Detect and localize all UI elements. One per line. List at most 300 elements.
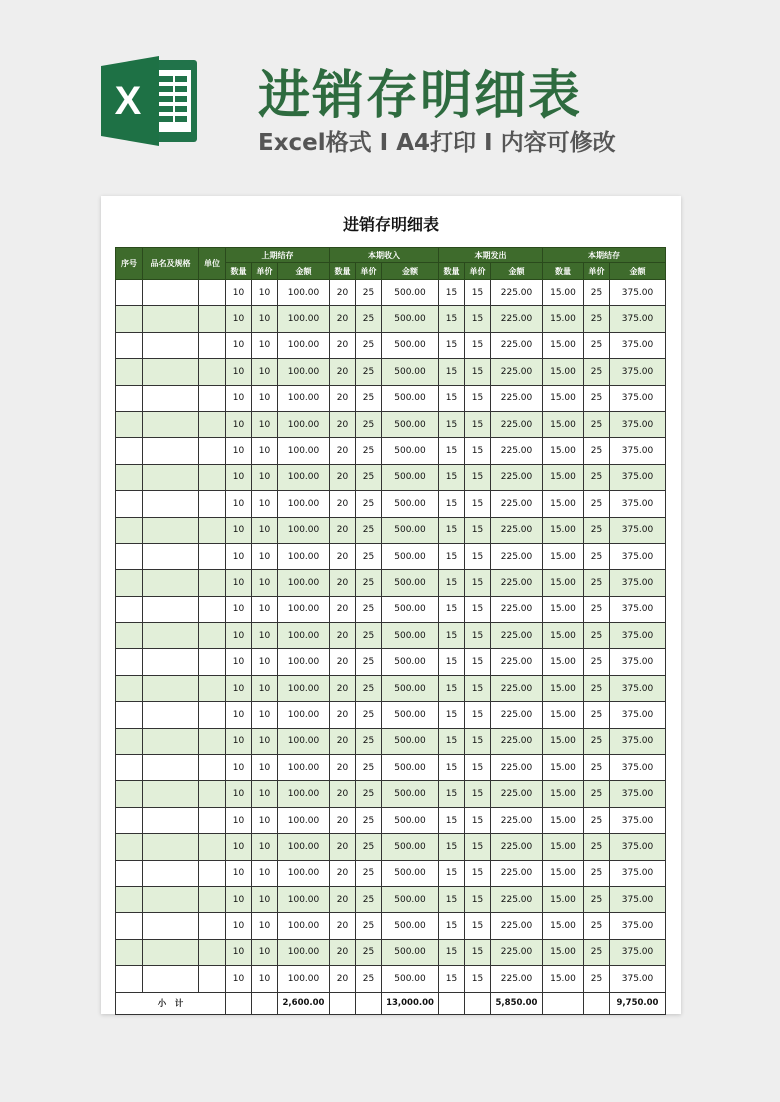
prev-balance-qty-cell[interactable]: 10 — [226, 807, 252, 833]
unit-cell[interactable] — [199, 306, 226, 332]
name-cell[interactable] — [143, 570, 199, 596]
seq-cell[interactable] — [116, 596, 143, 622]
current-balance-amount-cell[interactable]: 375.00 — [610, 702, 666, 728]
current-in-qty-cell[interactable]: 20 — [330, 939, 356, 965]
current-out-price-cell[interactable]: 15 — [465, 438, 491, 464]
current-out-qty-cell[interactable]: 15 — [439, 464, 465, 490]
subtotal-cell[interactable] — [356, 992, 382, 1014]
current-out-qty-cell[interactable]: 15 — [439, 807, 465, 833]
current-balance-amount-cell[interactable]: 375.00 — [610, 913, 666, 939]
prev-balance-price-cell[interactable]: 10 — [252, 939, 278, 965]
prev-balance-amount-cell[interactable]: 100.00 — [278, 596, 330, 622]
current-out-qty-cell[interactable]: 15 — [439, 939, 465, 965]
current-balance-amount-cell[interactable]: 375.00 — [610, 359, 666, 385]
current-out-amount-cell[interactable]: 225.00 — [491, 807, 543, 833]
current-in-qty-cell[interactable]: 20 — [330, 623, 356, 649]
prev-balance-price-cell[interactable]: 10 — [252, 623, 278, 649]
prev-balance-amount-cell[interactable]: 100.00 — [278, 675, 330, 701]
name-cell[interactable] — [143, 306, 199, 332]
current-in-amount-cell[interactable]: 500.00 — [382, 464, 439, 490]
current-in-amount-cell[interactable]: 500.00 — [382, 886, 439, 912]
current-balance-qty-cell[interactable]: 15.00 — [543, 728, 584, 754]
name-cell[interactable] — [143, 543, 199, 569]
unit-cell[interactable] — [199, 385, 226, 411]
current-out-qty-cell[interactable]: 15 — [439, 860, 465, 886]
current-balance-qty-cell[interactable]: 15.00 — [543, 332, 584, 358]
current-in-amount-cell[interactable]: 500.00 — [382, 939, 439, 965]
subtotal-out-amount[interactable]: 5,850.00 — [491, 992, 543, 1014]
name-cell[interactable] — [143, 781, 199, 807]
current-out-amount-cell[interactable]: 225.00 — [491, 385, 543, 411]
prev-balance-qty-cell[interactable]: 10 — [226, 596, 252, 622]
current-balance-qty-cell[interactable]: 15.00 — [543, 913, 584, 939]
current-balance-qty-cell[interactable]: 15.00 — [543, 280, 584, 306]
current-balance-price-cell[interactable]: 25 — [584, 807, 610, 833]
prev-balance-amount-cell[interactable]: 100.00 — [278, 280, 330, 306]
current-in-price-cell[interactable]: 25 — [356, 543, 382, 569]
current-in-amount-cell[interactable]: 500.00 — [382, 438, 439, 464]
current-balance-amount-cell[interactable]: 375.00 — [610, 438, 666, 464]
current-out-price-cell[interactable]: 15 — [465, 913, 491, 939]
seq-cell[interactable] — [116, 913, 143, 939]
prev-balance-qty-cell[interactable]: 10 — [226, 438, 252, 464]
current-out-amount-cell[interactable]: 225.00 — [491, 966, 543, 992]
current-out-amount-cell[interactable]: 225.00 — [491, 649, 543, 675]
current-out-price-cell[interactable]: 15 — [465, 728, 491, 754]
name-cell[interactable] — [143, 886, 199, 912]
prev-balance-amount-cell[interactable]: 100.00 — [278, 966, 330, 992]
unit-cell[interactable] — [199, 411, 226, 437]
prev-balance-price-cell[interactable]: 10 — [252, 886, 278, 912]
prev-balance-qty-cell[interactable]: 10 — [226, 781, 252, 807]
prev-balance-price-cell[interactable]: 10 — [252, 702, 278, 728]
prev-balance-price-cell[interactable]: 10 — [252, 781, 278, 807]
current-balance-amount-cell[interactable]: 375.00 — [610, 570, 666, 596]
prev-balance-price-cell[interactable]: 10 — [252, 675, 278, 701]
seq-cell[interactable] — [116, 623, 143, 649]
seq-cell[interactable] — [116, 570, 143, 596]
unit-cell[interactable] — [199, 966, 226, 992]
current-balance-qty-cell[interactable]: 15.00 — [543, 491, 584, 517]
current-balance-price-cell[interactable]: 25 — [584, 834, 610, 860]
current-out-amount-cell[interactable]: 225.00 — [491, 517, 543, 543]
current-balance-qty-cell[interactable]: 15.00 — [543, 939, 584, 965]
prev-balance-qty-cell[interactable]: 10 — [226, 886, 252, 912]
subtotal-cell[interactable] — [439, 992, 465, 1014]
current-out-price-cell[interactable]: 15 — [465, 306, 491, 332]
prev-balance-qty-cell[interactable]: 10 — [226, 332, 252, 358]
current-balance-price-cell[interactable]: 25 — [584, 280, 610, 306]
current-in-qty-cell[interactable]: 20 — [330, 728, 356, 754]
current-out-amount-cell[interactable]: 225.00 — [491, 332, 543, 358]
prev-balance-qty-cell[interactable]: 10 — [226, 464, 252, 490]
current-in-qty-cell[interactable]: 20 — [330, 913, 356, 939]
current-in-qty-cell[interactable]: 20 — [330, 860, 356, 886]
prev-balance-qty-cell[interactable]: 10 — [226, 755, 252, 781]
current-balance-price-cell[interactable]: 25 — [584, 966, 610, 992]
current-balance-amount-cell[interactable]: 375.00 — [610, 491, 666, 517]
current-balance-amount-cell[interactable]: 375.00 — [610, 860, 666, 886]
current-balance-price-cell[interactable]: 25 — [584, 491, 610, 517]
current-in-amount-cell[interactable]: 500.00 — [382, 702, 439, 728]
current-in-amount-cell[interactable]: 500.00 — [382, 728, 439, 754]
current-balance-amount-cell[interactable]: 375.00 — [610, 280, 666, 306]
prev-balance-amount-cell[interactable]: 100.00 — [278, 411, 330, 437]
unit-cell[interactable] — [199, 491, 226, 517]
current-in-amount-cell[interactable]: 500.00 — [382, 623, 439, 649]
current-in-price-cell[interactable]: 25 — [356, 517, 382, 543]
current-in-price-cell[interactable]: 25 — [356, 280, 382, 306]
name-cell[interactable] — [143, 623, 199, 649]
current-in-amount-cell[interactable]: 500.00 — [382, 411, 439, 437]
current-balance-amount-cell[interactable]: 375.00 — [610, 385, 666, 411]
current-out-qty-cell[interactable]: 15 — [439, 675, 465, 701]
current-in-qty-cell[interactable]: 20 — [330, 280, 356, 306]
prev-balance-qty-cell[interactable]: 10 — [226, 306, 252, 332]
current-out-price-cell[interactable]: 15 — [465, 517, 491, 543]
current-in-amount-cell[interactable]: 500.00 — [382, 675, 439, 701]
unit-cell[interactable] — [199, 438, 226, 464]
name-cell[interactable] — [143, 332, 199, 358]
current-out-amount-cell[interactable]: 225.00 — [491, 860, 543, 886]
current-in-price-cell[interactable]: 25 — [356, 675, 382, 701]
prev-balance-price-cell[interactable]: 10 — [252, 517, 278, 543]
unit-cell[interactable] — [199, 570, 226, 596]
current-in-qty-cell[interactable]: 20 — [330, 570, 356, 596]
seq-cell[interactable] — [116, 359, 143, 385]
prev-balance-amount-cell[interactable]: 100.00 — [278, 649, 330, 675]
unit-cell[interactable] — [199, 939, 226, 965]
current-balance-qty-cell[interactable]: 15.00 — [543, 702, 584, 728]
current-in-amount-cell[interactable]: 500.00 — [382, 332, 439, 358]
name-cell[interactable] — [143, 438, 199, 464]
current-out-price-cell[interactable]: 15 — [465, 649, 491, 675]
prev-balance-amount-cell[interactable]: 100.00 — [278, 913, 330, 939]
current-balance-qty-cell[interactable]: 15.00 — [543, 438, 584, 464]
current-out-amount-cell[interactable]: 225.00 — [491, 306, 543, 332]
current-out-amount-cell[interactable]: 225.00 — [491, 702, 543, 728]
current-out-price-cell[interactable]: 15 — [465, 411, 491, 437]
current-in-price-cell[interactable]: 25 — [356, 623, 382, 649]
current-out-price-cell[interactable]: 15 — [465, 385, 491, 411]
current-balance-qty-cell[interactable]: 15.00 — [543, 649, 584, 675]
prev-balance-amount-cell[interactable]: 100.00 — [278, 702, 330, 728]
current-balance-amount-cell[interactable]: 375.00 — [610, 517, 666, 543]
current-out-qty-cell[interactable]: 15 — [439, 306, 465, 332]
current-out-qty-cell[interactable]: 15 — [439, 755, 465, 781]
unit-cell[interactable] — [199, 623, 226, 649]
name-cell[interactable] — [143, 517, 199, 543]
current-out-amount-cell[interactable]: 225.00 — [491, 438, 543, 464]
seq-cell[interactable] — [116, 675, 143, 701]
current-out-qty-cell[interactable]: 15 — [439, 702, 465, 728]
subtotal-cell[interactable] — [226, 992, 252, 1014]
current-balance-price-cell[interactable]: 25 — [584, 649, 610, 675]
prev-balance-price-cell[interactable]: 10 — [252, 543, 278, 569]
name-cell[interactable] — [143, 860, 199, 886]
prev-balance-price-cell[interactable]: 10 — [252, 359, 278, 385]
current-balance-amount-cell[interactable]: 375.00 — [610, 939, 666, 965]
current-balance-price-cell[interactable]: 25 — [584, 755, 610, 781]
prev-balance-qty-cell[interactable]: 10 — [226, 280, 252, 306]
prev-balance-amount-cell[interactable]: 100.00 — [278, 359, 330, 385]
current-in-amount-cell[interactable]: 500.00 — [382, 570, 439, 596]
prev-balance-qty-cell[interactable]: 10 — [226, 570, 252, 596]
current-in-qty-cell[interactable]: 20 — [330, 306, 356, 332]
current-out-amount-cell[interactable]: 225.00 — [491, 728, 543, 754]
name-cell[interactable] — [143, 359, 199, 385]
current-balance-price-cell[interactable]: 25 — [584, 411, 610, 437]
current-balance-price-cell[interactable]: 25 — [584, 913, 610, 939]
current-balance-amount-cell[interactable]: 375.00 — [610, 728, 666, 754]
prev-balance-price-cell[interactable]: 10 — [252, 834, 278, 860]
current-out-amount-cell[interactable]: 225.00 — [491, 913, 543, 939]
prev-balance-amount-cell[interactable]: 100.00 — [278, 491, 330, 517]
prev-balance-price-cell[interactable]: 10 — [252, 755, 278, 781]
current-balance-amount-cell[interactable]: 375.00 — [610, 675, 666, 701]
current-out-qty-cell[interactable]: 15 — [439, 728, 465, 754]
current-in-amount-cell[interactable]: 500.00 — [382, 860, 439, 886]
seq-cell[interactable] — [116, 385, 143, 411]
unit-cell[interactable] — [199, 755, 226, 781]
current-balance-qty-cell[interactable]: 15.00 — [543, 543, 584, 569]
current-out-qty-cell[interactable]: 15 — [439, 385, 465, 411]
subtotal-prev-amount[interactable]: 2,600.00 — [278, 992, 330, 1014]
current-in-price-cell[interactable]: 25 — [356, 781, 382, 807]
unit-cell[interactable] — [199, 359, 226, 385]
prev-balance-price-cell[interactable]: 10 — [252, 570, 278, 596]
current-out-amount-cell[interactable]: 225.00 — [491, 834, 543, 860]
current-in-qty-cell[interactable]: 20 — [330, 596, 356, 622]
seq-cell[interactable] — [116, 886, 143, 912]
current-in-qty-cell[interactable]: 20 — [330, 464, 356, 490]
current-in-price-cell[interactable]: 25 — [356, 913, 382, 939]
prev-balance-price-cell[interactable]: 10 — [252, 332, 278, 358]
seq-cell[interactable] — [116, 332, 143, 358]
prev-balance-amount-cell[interactable]: 100.00 — [278, 438, 330, 464]
current-out-amount-cell[interactable]: 225.00 — [491, 280, 543, 306]
current-out-amount-cell[interactable]: 225.00 — [491, 886, 543, 912]
current-in-price-cell[interactable]: 25 — [356, 807, 382, 833]
current-balance-price-cell[interactable]: 25 — [584, 886, 610, 912]
seq-cell[interactable] — [116, 755, 143, 781]
current-out-qty-cell[interactable]: 15 — [439, 543, 465, 569]
current-in-qty-cell[interactable]: 20 — [330, 359, 356, 385]
seq-cell[interactable] — [116, 781, 143, 807]
unit-cell[interactable] — [199, 596, 226, 622]
current-balance-qty-cell[interactable]: 15.00 — [543, 966, 584, 992]
current-balance-qty-cell[interactable]: 15.00 — [543, 464, 584, 490]
current-balance-price-cell[interactable]: 25 — [584, 675, 610, 701]
unit-cell[interactable] — [199, 280, 226, 306]
prev-balance-price-cell[interactable]: 10 — [252, 649, 278, 675]
current-out-qty-cell[interactable]: 15 — [439, 596, 465, 622]
current-balance-qty-cell[interactable]: 15.00 — [543, 886, 584, 912]
prev-balance-amount-cell[interactable]: 100.00 — [278, 834, 330, 860]
current-out-qty-cell[interactable]: 15 — [439, 649, 465, 675]
current-in-qty-cell[interactable]: 20 — [330, 886, 356, 912]
current-out-qty-cell[interactable]: 15 — [439, 280, 465, 306]
current-balance-amount-cell[interactable]: 375.00 — [610, 755, 666, 781]
current-balance-amount-cell[interactable]: 375.00 — [610, 411, 666, 437]
current-out-qty-cell[interactable]: 15 — [439, 966, 465, 992]
current-out-price-cell[interactable]: 15 — [465, 464, 491, 490]
seq-cell[interactable] — [116, 411, 143, 437]
seq-cell[interactable] — [116, 438, 143, 464]
unit-cell[interactable] — [199, 464, 226, 490]
current-in-qty-cell[interactable]: 20 — [330, 385, 356, 411]
unit-cell[interactable] — [199, 913, 226, 939]
current-balance-qty-cell[interactable]: 15.00 — [543, 755, 584, 781]
current-balance-price-cell[interactable]: 25 — [584, 596, 610, 622]
seq-cell[interactable] — [116, 464, 143, 490]
prev-balance-price-cell[interactable]: 10 — [252, 491, 278, 517]
current-in-price-cell[interactable]: 25 — [356, 939, 382, 965]
current-in-price-cell[interactable]: 25 — [356, 491, 382, 517]
current-balance-price-cell[interactable]: 25 — [584, 438, 610, 464]
prev-balance-qty-cell[interactable]: 10 — [226, 860, 252, 886]
current-out-price-cell[interactable]: 15 — [465, 491, 491, 517]
prev-balance-price-cell[interactable]: 10 — [252, 728, 278, 754]
current-out-amount-cell[interactable]: 225.00 — [491, 570, 543, 596]
seq-cell[interactable] — [116, 517, 143, 543]
prev-balance-amount-cell[interactable]: 100.00 — [278, 623, 330, 649]
current-in-amount-cell[interactable]: 500.00 — [382, 649, 439, 675]
current-balance-price-cell[interactable]: 25 — [584, 702, 610, 728]
prev-balance-qty-cell[interactable]: 10 — [226, 966, 252, 992]
current-in-price-cell[interactable]: 25 — [356, 755, 382, 781]
current-balance-qty-cell[interactable]: 15.00 — [543, 623, 584, 649]
current-in-qty-cell[interactable]: 20 — [330, 332, 356, 358]
current-out-price-cell[interactable]: 15 — [465, 807, 491, 833]
current-out-qty-cell[interactable]: 15 — [439, 491, 465, 517]
subtotal-cell[interactable] — [330, 992, 356, 1014]
current-in-price-cell[interactable]: 25 — [356, 332, 382, 358]
current-out-qty-cell[interactable]: 15 — [439, 886, 465, 912]
current-balance-qty-cell[interactable]: 15.00 — [543, 385, 584, 411]
name-cell[interactable] — [143, 755, 199, 781]
current-balance-price-cell[interactable]: 25 — [584, 623, 610, 649]
name-cell[interactable] — [143, 807, 199, 833]
prev-balance-amount-cell[interactable]: 100.00 — [278, 517, 330, 543]
current-out-qty-cell[interactable]: 15 — [439, 570, 465, 596]
current-in-amount-cell[interactable]: 500.00 — [382, 781, 439, 807]
current-in-qty-cell[interactable]: 20 — [330, 491, 356, 517]
current-in-amount-cell[interactable]: 500.00 — [382, 543, 439, 569]
unit-cell[interactable] — [199, 728, 226, 754]
current-balance-amount-cell[interactable]: 375.00 — [610, 623, 666, 649]
current-balance-price-cell[interactable]: 25 — [584, 939, 610, 965]
name-cell[interactable] — [143, 702, 199, 728]
current-balance-qty-cell[interactable]: 15.00 — [543, 517, 584, 543]
current-balance-amount-cell[interactable]: 375.00 — [610, 807, 666, 833]
seq-cell[interactable] — [116, 966, 143, 992]
seq-cell[interactable] — [116, 702, 143, 728]
current-in-qty-cell[interactable]: 20 — [330, 702, 356, 728]
name-cell[interactable] — [143, 411, 199, 437]
name-cell[interactable] — [143, 913, 199, 939]
current-out-amount-cell[interactable]: 225.00 — [491, 491, 543, 517]
current-balance-qty-cell[interactable]: 15.00 — [543, 359, 584, 385]
unit-cell[interactable] — [199, 834, 226, 860]
unit-cell[interactable] — [199, 517, 226, 543]
subtotal-cell[interactable] — [252, 992, 278, 1014]
current-in-price-cell[interactable]: 25 — [356, 966, 382, 992]
current-in-amount-cell[interactable]: 500.00 — [382, 807, 439, 833]
prev-balance-amount-cell[interactable]: 100.00 — [278, 755, 330, 781]
subtotal-bal-amount[interactable]: 9,750.00 — [610, 992, 666, 1014]
current-out-price-cell[interactable]: 15 — [465, 702, 491, 728]
current-in-qty-cell[interactable]: 20 — [330, 755, 356, 781]
current-balance-qty-cell[interactable]: 15.00 — [543, 834, 584, 860]
current-balance-amount-cell[interactable]: 375.00 — [610, 834, 666, 860]
current-in-price-cell[interactable]: 25 — [356, 438, 382, 464]
current-balance-price-cell[interactable]: 25 — [584, 332, 610, 358]
current-in-price-cell[interactable]: 25 — [356, 359, 382, 385]
current-out-price-cell[interactable]: 15 — [465, 781, 491, 807]
current-out-amount-cell[interactable]: 225.00 — [491, 939, 543, 965]
current-out-amount-cell[interactable]: 225.00 — [491, 596, 543, 622]
current-out-amount-cell[interactable]: 225.00 — [491, 623, 543, 649]
current-balance-price-cell[interactable]: 25 — [584, 385, 610, 411]
subtotal-label[interactable]: 小 计 — [116, 992, 226, 1014]
current-out-price-cell[interactable]: 15 — [465, 755, 491, 781]
current-balance-qty-cell[interactable]: 15.00 — [543, 781, 584, 807]
prev-balance-amount-cell[interactable]: 100.00 — [278, 728, 330, 754]
current-out-amount-cell[interactable]: 225.00 — [491, 464, 543, 490]
prev-balance-qty-cell[interactable]: 10 — [226, 543, 252, 569]
prev-balance-price-cell[interactable]: 10 — [252, 966, 278, 992]
current-out-qty-cell[interactable]: 15 — [439, 438, 465, 464]
current-balance-qty-cell[interactable]: 15.00 — [543, 411, 584, 437]
current-out-price-cell[interactable]: 15 — [465, 966, 491, 992]
current-balance-amount-cell[interactable]: 375.00 — [610, 596, 666, 622]
current-balance-amount-cell[interactable]: 375.00 — [610, 543, 666, 569]
prev-balance-qty-cell[interactable]: 10 — [226, 728, 252, 754]
current-in-price-cell[interactable]: 25 — [356, 860, 382, 886]
current-balance-price-cell[interactable]: 25 — [584, 860, 610, 886]
current-balance-qty-cell[interactable]: 15.00 — [543, 596, 584, 622]
name-cell[interactable] — [143, 464, 199, 490]
current-balance-price-cell[interactable]: 25 — [584, 570, 610, 596]
current-in-price-cell[interactable]: 25 — [356, 570, 382, 596]
seq-cell[interactable] — [116, 306, 143, 332]
current-balance-amount-cell[interactable]: 375.00 — [610, 781, 666, 807]
seq-cell[interactable] — [116, 491, 143, 517]
current-out-price-cell[interactable]: 15 — [465, 596, 491, 622]
current-in-qty-cell[interactable]: 20 — [330, 807, 356, 833]
current-out-qty-cell[interactable]: 15 — [439, 359, 465, 385]
unit-cell[interactable] — [199, 675, 226, 701]
current-out-price-cell[interactable]: 15 — [465, 623, 491, 649]
current-out-qty-cell[interactable]: 15 — [439, 332, 465, 358]
prev-balance-amount-cell[interactable]: 100.00 — [278, 570, 330, 596]
prev-balance-amount-cell[interactable]: 100.00 — [278, 332, 330, 358]
seq-cell[interactable] — [116, 543, 143, 569]
current-out-amount-cell[interactable]: 225.00 — [491, 543, 543, 569]
prev-balance-price-cell[interactable]: 10 — [252, 411, 278, 437]
current-balance-price-cell[interactable]: 25 — [584, 543, 610, 569]
current-out-qty-cell[interactable]: 15 — [439, 517, 465, 543]
prev-balance-qty-cell[interactable]: 10 — [226, 702, 252, 728]
seq-cell[interactable] — [116, 807, 143, 833]
current-balance-amount-cell[interactable]: 375.00 — [610, 306, 666, 332]
current-out-qty-cell[interactable]: 15 — [439, 623, 465, 649]
prev-balance-amount-cell[interactable]: 100.00 — [278, 464, 330, 490]
current-in-price-cell[interactable]: 25 — [356, 702, 382, 728]
seq-cell[interactable] — [116, 834, 143, 860]
prev-balance-qty-cell[interactable]: 10 — [226, 623, 252, 649]
